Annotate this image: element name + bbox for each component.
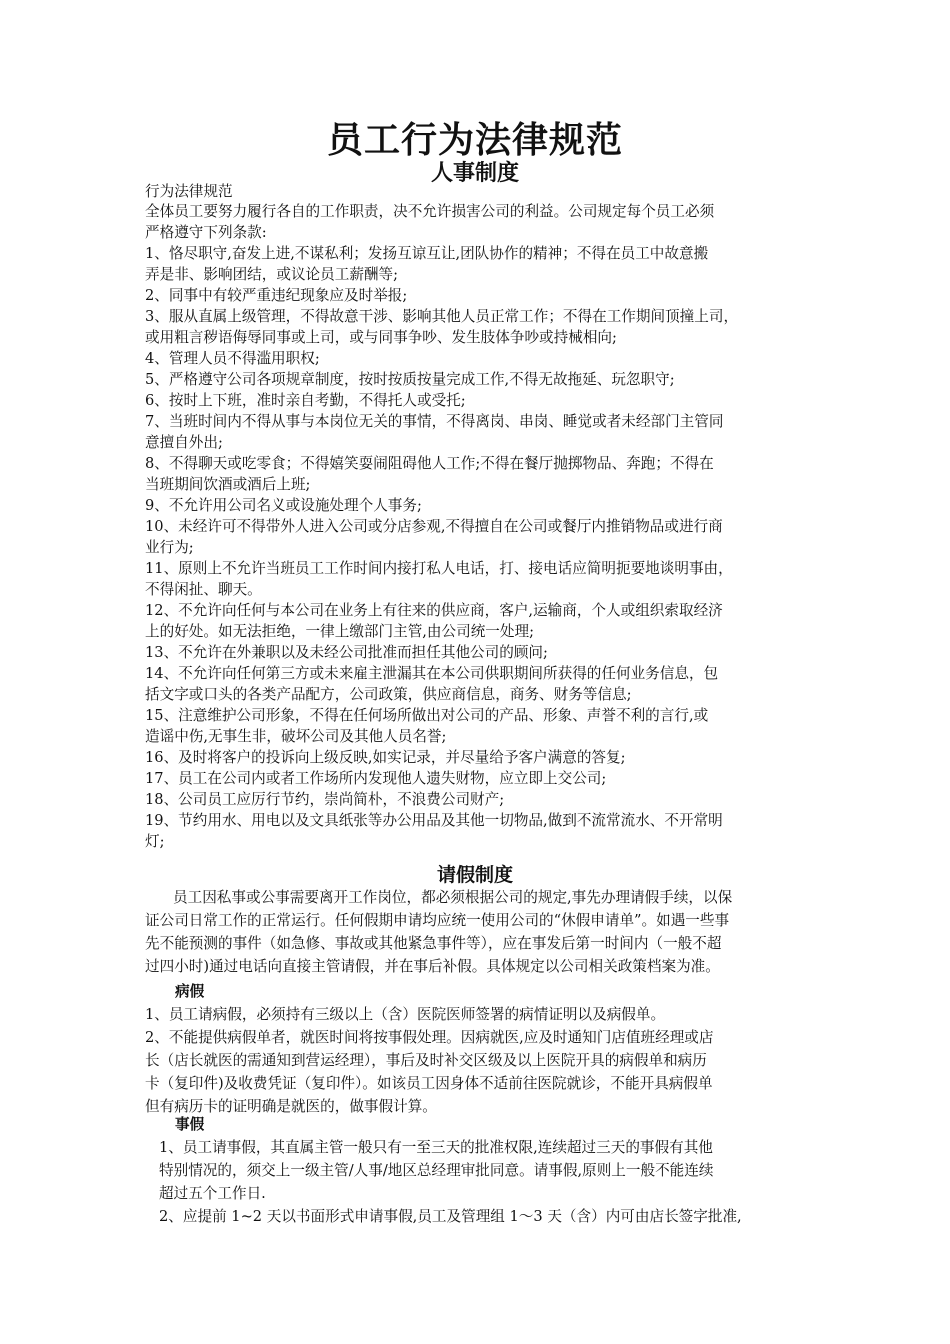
rules-section (145, 182, 835, 852)
rule-item: 1、恪尽职守,奋发上进,不谋私利；发扬互谅互让,团队协作的精神；不得在员工中故意搬 (145, 245, 709, 262)
rule-item: 12、不允许向任何与本公司在业务上有往来的供应商，客户,运输商，个人或组织索取经济 (145, 602, 723, 619)
paragraph-line: 2、不能提供病假单者，就医时间将按事假处理。因病就医,应及时通知门店值班经理或店 (145, 1029, 714, 1046)
personal-leave-section (145, 1113, 835, 1228)
paragraph-line: 1、员工请病假，必须持有三级以上（含）医院医师签署的病情证明以及病假单。 (145, 1006, 666, 1023)
sick-leave-section (145, 980, 835, 1118)
rule-item: 灯; (145, 833, 165, 850)
rule-item: 18、公司员工应厉行节约，崇尚简朴，不浪费公司财产; (145, 791, 505, 808)
rule-item: 9、不允许用公司名义或设施处理个人事务; (145, 497, 422, 514)
document-title: 员工行为法律规范 (326, 119, 623, 161)
rule-item: 14、不允许向任何第三方或未来雇主泄漏其在本公司供职期间所获得的任何业务信息，包 (145, 665, 719, 682)
rule-item: 业行为; (145, 539, 194, 556)
paragraph-line: 全体员工要努力履行各自的工作职责，决不允许损害公司的利益。公司规定每个员工必须 (145, 203, 715, 220)
rule-item: 意擅自外出; (145, 434, 223, 451)
paragraph-line: 证公司日常工作的正常运行。任何假期申请均应统一使用公司的“休假申请单”。如遇一些事 (145, 912, 730, 929)
rule-item: 2、同事中有较严重违纪现象应及时举报; (145, 287, 408, 304)
paragraph-line: 2、应提前 1~2 天以书面形式申请事假,员工及管理组 1～3 天（含）内可由店长签字批准, (159, 1208, 742, 1225)
rule-item: 10、未经许可不得带外人进入公司或分店参观,不得擅自在公司或餐厅内推销物品或进行商 (145, 518, 723, 535)
rule-item: 当班期间饮酒或酒后上班; (145, 476, 311, 493)
paragraph-line: 特别情况的，须交上一级主管/人事/地区总经理审批同意。请事假,原则上一般不能连续 (159, 1162, 714, 1179)
rule-item: 16、及时将客户的投诉向上级反映,如实记录，并尽量给予客户满意的答复; (145, 749, 626, 766)
rule-item: 4、管理人员不得滥用职权; (145, 350, 320, 367)
rule-item: 弄是非、影响团结，或议论员工薪酬等; (145, 266, 399, 283)
sick-leave-heading: 病假 (175, 983, 205, 1000)
rule-item: 13、不允许在外兼职以及未经公司批准而担任其他公司的顾问; (145, 644, 548, 661)
rule-item: 造谣中伤,无事生非，破坏公司及其他人员名誉; (145, 728, 447, 745)
rule-item: 19、节约用水、用电以及文具纸张等办公用品及其他一切物品,做到不流常流水、不开常明 (145, 812, 723, 829)
paragraph-line: 1、员工请事假，其直属主管一般只有一至三天的批准权限,连续超过三天的事假有其他 (159, 1139, 713, 1156)
rule-item: 6、按时上下班，准时亲自考勤，不得托人或受托; (145, 392, 466, 409)
personal-leave-heading: 事假 (175, 1116, 205, 1133)
paragraph-line: 先不能预测的事件（如急修、事故或其他紧急事件等），应在事发后第一时间内（一般不超 (145, 935, 722, 952)
paragraph-line: 超过五个工作日. (159, 1185, 266, 1202)
rule-item: 8、不得聊天或吃零食；不得嬉笑耍闹阻碍他人工作;不得在餐厅抛掷物品、奔跑；不得在 (145, 455, 714, 472)
rule-item: 5、严格遵守公司各项规章制度，按时按质按量完成工作,不得无故拖延、玩忽职守; (145, 371, 675, 388)
leave-section-title: 请假制度 (436, 864, 513, 886)
rule-item: 括文字或口头的各类产品配方，公司政策，供应商信息，商务、财务等信息; (145, 686, 632, 703)
rule-item: 3、服从直属上级管理，不得故意干涉、影响其他人员正常工作；不得在工作期间顶撞上司， (145, 308, 739, 325)
rule-item: 17、员工在公司内或者工作场所内发现他人遗失财物，应立即上交公司; (145, 770, 607, 787)
rule-item: 不得闲扯、聊天。 (145, 581, 262, 598)
rule-item: 7、当班时间内不得从事与本岗位无关的事情，不得离岗、串岗、睡觉或者未经部门主管同 (145, 413, 724, 430)
paragraph-line: 员工因私事或公事需要离开工作岗位，都必须根据公司的规定,事先办理请假手续，以保 (173, 889, 733, 906)
rule-item: 上的好处。如无法拒绝，一律上缴部门主管,由公司统一处理; (145, 623, 534, 640)
paragraph-line: 过四小时)通过电话向直接主管请假，并在事后补假。具体规定以公司相关政策档案为准。 (145, 958, 720, 975)
rule-item: 或用粗言秽语侮辱同事或上司，或与同事争吵、发生肢体争吵或持械相向; (145, 329, 617, 346)
paragraph-line: 严格遵守下列条款: (145, 224, 267, 241)
rule-item: 15、注意维护公司形象，不得在任何场所做出对公司的产品、形象、声誉不利的言行,或 (145, 707, 709, 724)
document-subtitle: 人事制度 (430, 160, 519, 186)
paragraph-line: 长（店长就医的需通知到营运经理），事后及时补交区级及以上医院开具的病假单和病历 (145, 1052, 707, 1069)
paragraph-line: 卡（复印件)及收费凭证（复印件）。如该员工因身体不适前往医院就诊，不能开具病假单 (145, 1075, 713, 1092)
rule-item: 11、原则上不允许当班员工工作时间内接打私人电话，打、接电话应简明扼要地谈明事由， (145, 560, 733, 577)
paragraph-line: 但有病历卡的证明确是就医的，做事假计算。 (145, 1098, 437, 1115)
leave-intro (145, 886, 835, 978)
rules-heading: 行为法律规范 (145, 183, 233, 200)
